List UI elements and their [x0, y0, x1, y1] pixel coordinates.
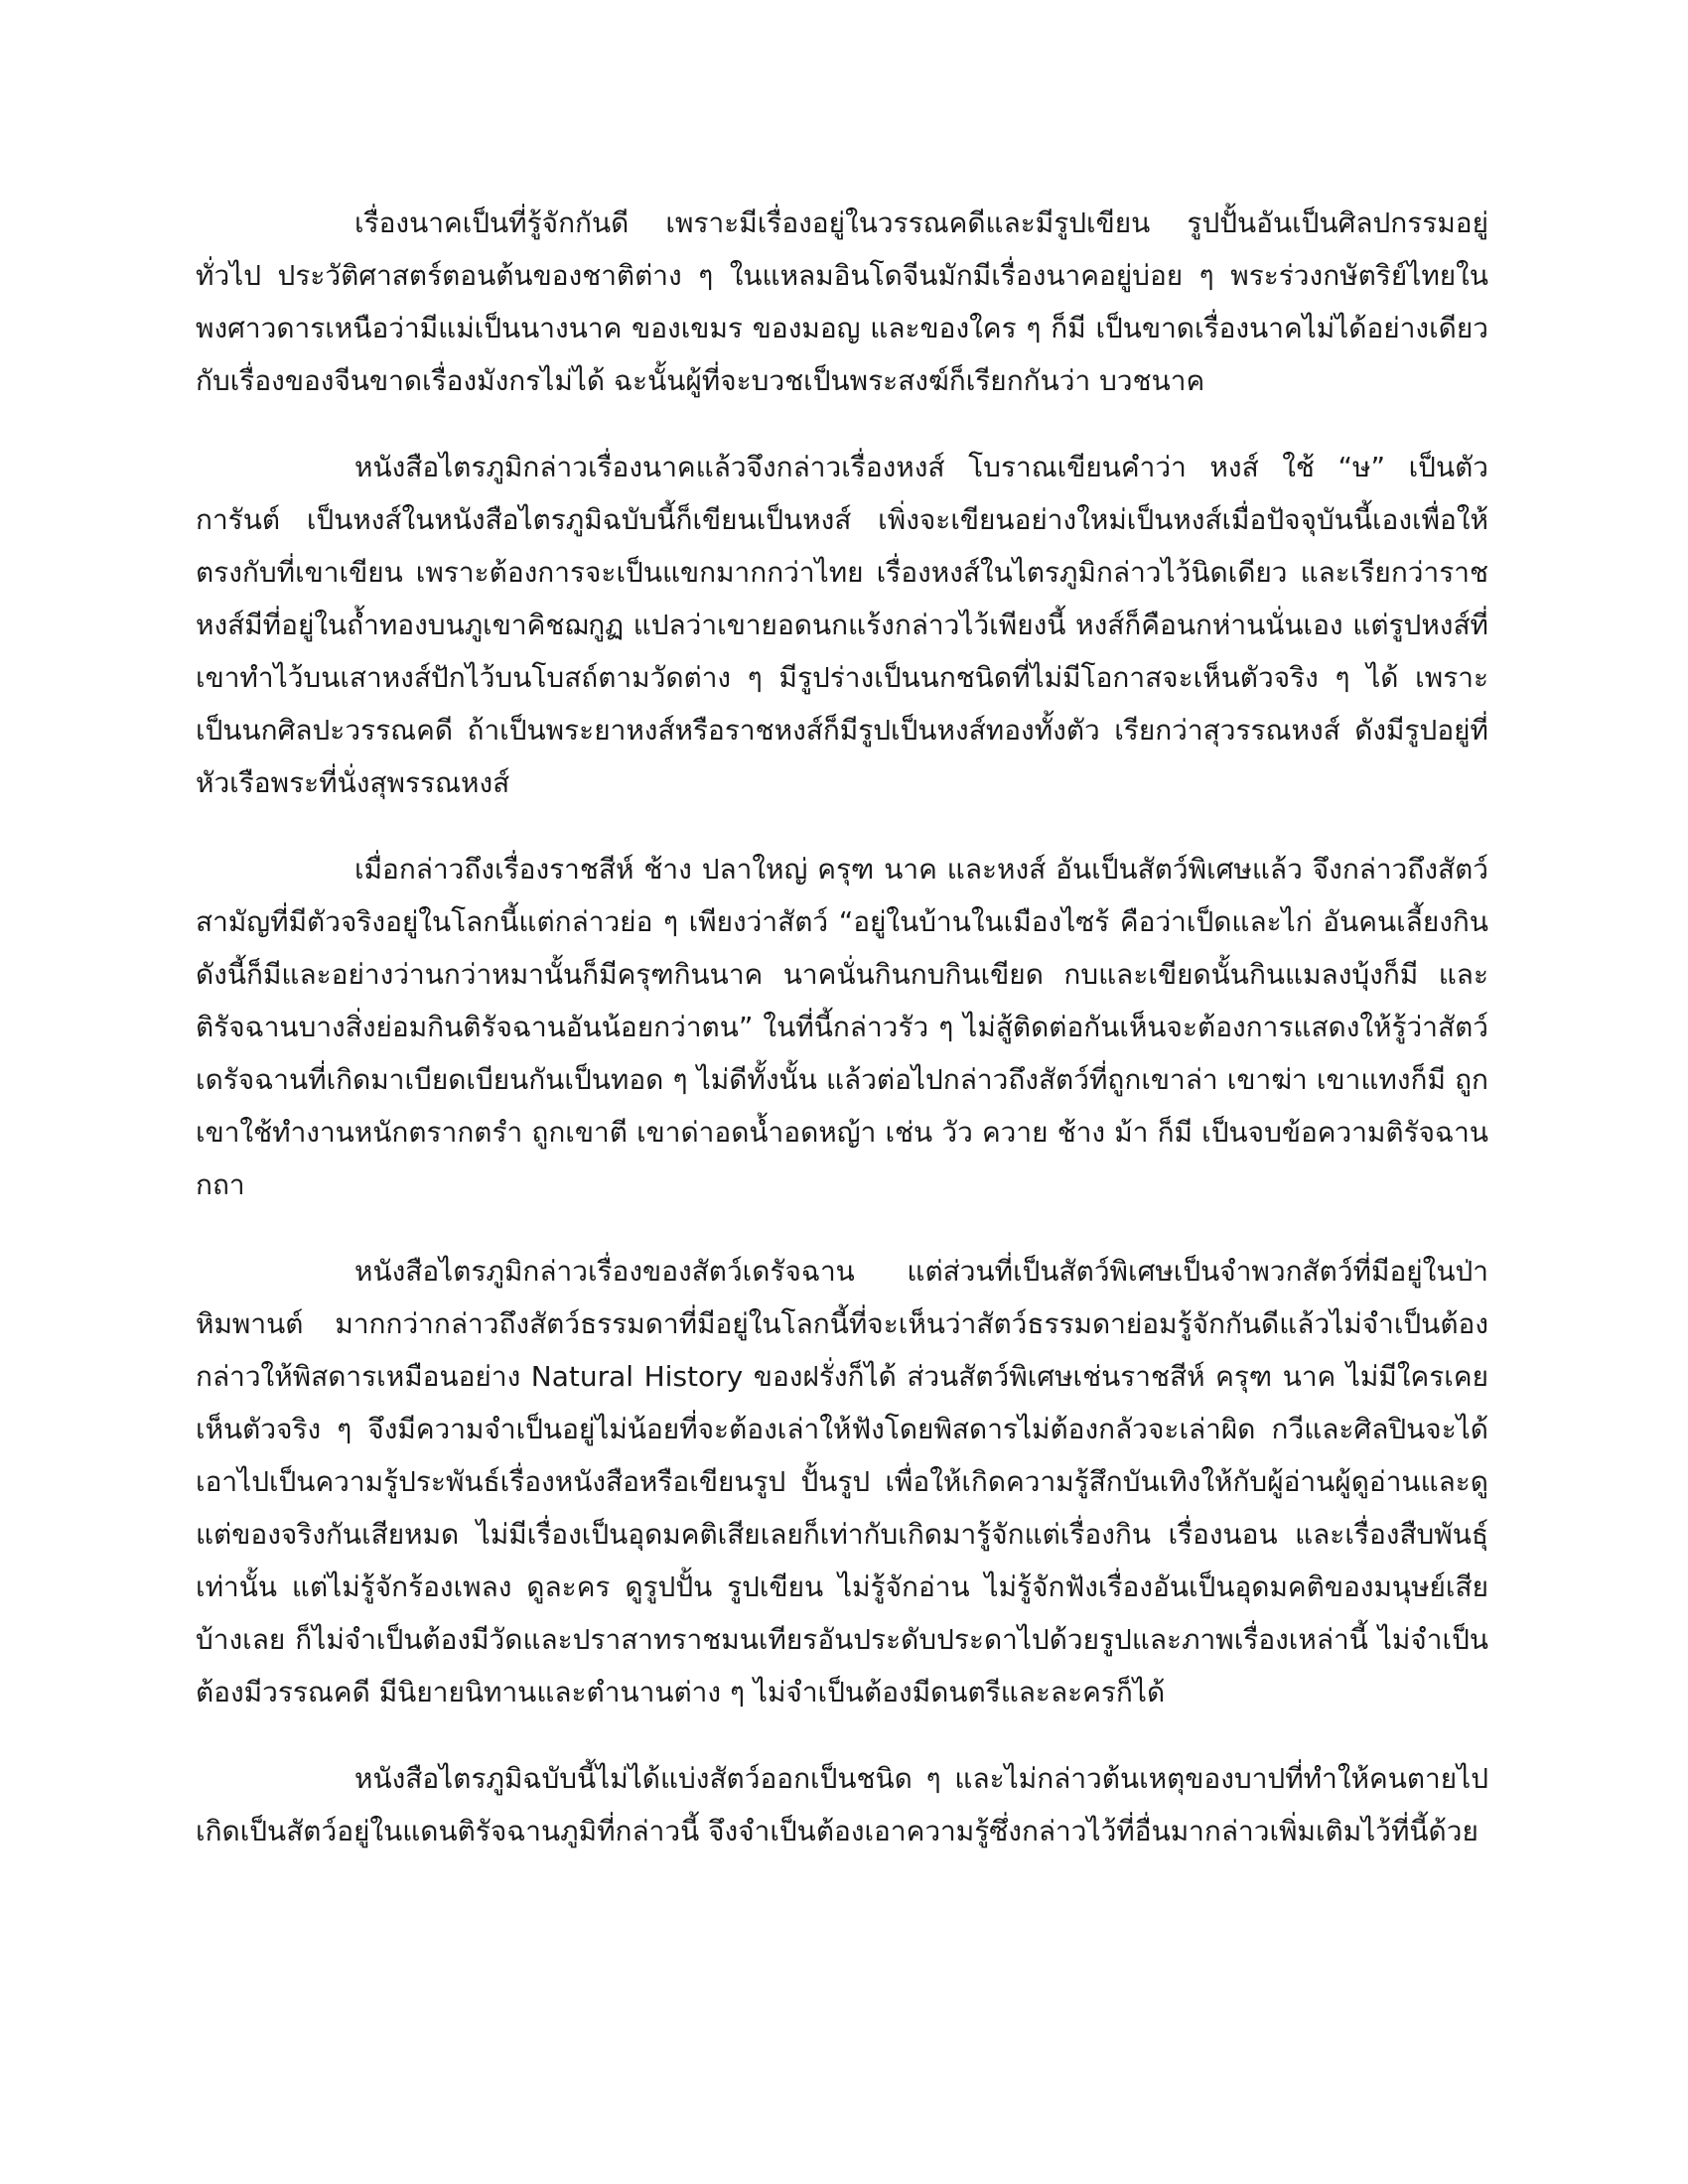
paragraph-naga: เรื่องนาคเป็นที่รู้จักกันดี เพราะมีเรื่องอยู่ในวรรณคดีและมีรูปเขียน รูปปั้นอันเป็นศิลปกรรมอยู่ทั่วไป ประวัติศาสตร์ตอนต้นของชาติต่าง ๆ ในแหลมอินโดจีนมักมีเรื่องนาคอยู่บ่อย ๆ พระร่วงกษัตริย์ไทยในพงศาวดารเหนือว่ามีแม่เป็นนางนาค ของเขมร ของมอญ และของใคร ๆ ก็มี เป็นขาดเรื่องนาคไม่ได้อย่างเดียวกับเรื่องของจีนขาดเรื่องมังกรไม่ได้ ฉะนั้นผู้ที่จะบวชเป็นพระสงฆ์ก็เรียกกันว่า บวชนาค	[196, 206, 1488, 397]
document-body	[196, 197, 1488, 1891]
paragraph-common-animals: เมื่อกล่าวถึงเรื่องราชสีห์ ช้าง ปลาใหญ่ ครุฑ นาค และหงส์ อันเป็นสัตว์พิเศษแล้ว จึงกล่าวถึงสัตว์สามัญที่มีตัวจริงอยู่ในโลกนี้แต่กล่าวย่อ ๆ เพียงว่าสัตว์ “อยู่ในบ้านในเมืองไซร้ คือว่าเป็ดและไก่ อันคนเลี้ยงกินดังนี้ก็มีและอย่างว่านกว่าหมานั้นก็มีครุฑกินนาค นาคนั่นกินกบกินเขียด กบและเขียดนั้นกินแมลงบุ้งก็มี และติรัจฉานบางสิ่งย่อมกินติรัจฉานอันน้อยกว่าตน” ในที่นี้กล่าวรัว ๆ ไม่สู้ติดต่อกันเห็นจะต้องการแสดงให้รู้ว่าสัตว์เดรัจฉานที่เกิดมาเบียดเบียนกันเป็นทอด ๆ ไม่ดีทั้งนั้น แล้วต่อไปกล่าวถึงสัตว์ที่ถูกเขาล่า เขาฆ่า เขาแทงก็มี ถูกเขาใช้ทำงานหนักตรากตรำ ถูกเขาตี เขาด่าอดน้ำอดหญ้า เช่น วัว ควาย ช้าง ม้า ก็มี เป็นจบข้อความติรัจฉานกถา	[196, 853, 1488, 1201]
paragraph-hamsa: หนังสือไตรภูมิกล่าวเรื่องนาคแล้วจึงกล่าวเรื่องหงส์ โบราณเขียนคำว่า หงส์ ใช้ “ษ” เป็นตัวการันต์ เป็นหงส์ในหนังสือไตรภูมิฉบับนี้ก็เขียนเป็นหงส์ เพิ่งจะเขียนอย่างใหม่เป็นหงส์เมื่อปัจจุบันนี้เองเพื่อให้ตรงกับที่เขาเขียน เพราะต้องการจะเป็นแขกมากกว่าไทย เรื่องหงส์ในไตรภูมิกล่าวไว้นิดเดียว และเรียกว่าราชหงส์มีที่อยู่ในถ้ำทองบนภูเขาคิชฌกูฏ แปลว่าเขายอดนกแร้งกล่าวไว้เพียงนี้ หงส์ก็คือนกห่านนั่นเอง แต่รูปหงส์ที่เขาทำไว้บนเสาหงส์ปักไว้บนโบสถ์ตามวัดต่าง ๆ มีรูปร่างเป็นนกชนิดที่ไม่มีโอกาสจะเห็นตัวจริง ๆ ได้ เพราะเป็นนกศิลปะวรรณคดี ถ้าเป็นพระยาหงส์หรือราชหงส์ก็มีรูปเป็นหงส์ทองทั้งตัว เรียกว่าสุวรรณหงส์ ดังมีรูปอยู่ที่หัวเรือพระที่นั่งสุพรรณหงส์	[196, 451, 1488, 799]
paragraph-classification: หนังสือไตรภูมิฉบับนี้ไม่ได้แบ่งสัตว์ออกเป็นชนิด ๆ และไม่กล่าวต้นเหตุของบาปที่ทำให้คนตายไปเกิดเป็นสัตว์อยู่ในแดนติรัจฉานภูมิที่กล่าวนี้ จึงจำเป็นต้องเอาความรู้ซึ่งกล่าวไว้ที่อื่นมากล่าวเพิ่มเติมไว้ที่นี้ด้วย	[196, 1762, 1488, 1847]
paragraph-special-animals: หนังสือไตรภูมิกล่าวเรื่องของสัตว์เดรัจฉาน แต่ส่วนที่เป็นสัตว์พิเศษเป็นจำพวกสัตว์ที่มีอยู่ในป่าหิมพานต์ มากกว่ากล่าวถึงสัตว์ธรรมดาที่มีอยู่ในโลกนี้ที่จะเห็นว่าสัตว์ธรรมดาย่อมรู้จักกันดีแล้วไม่จำเป็นต้องกล่าวให้พิสดารเหมือนอย่าง Natural History ของฝรั่งก็ได้ ส่วนสัตว์พิเศษเช่นราชสีห์ ครุฑ นาค ไม่มีใครเคยเห็นตัวจริง ๆ จึงมีความจำเป็นอยู่ไม่น้อยที่จะต้องเล่าให้ฟังโดยพิสดารไม่ต้องกลัวจะเล่าผิด กวีและศิลปินจะได้เอาไปเป็นความรู้ประพันธ์เรื่องหนังสือหรือเขียนรูป ปั้นรูป เพื่อให้เกิดความรู้สึกบันเทิงให้กับผู้อ่านผู้ดูอ่านและดูแต่ของจริงกันเสียหมด ไม่มีเรื่องเป็นอุดมคติเสียเลยก็เท่ากับเกิดมารู้จักแต่เรื่องกิน เรื่องนอน และเรื่องสืบพันธุ์เท่านั้น แต่ไม่รู้จักร้องเพลง ดูละคร ดูรูปปั้น รูปเขียน ไม่รู้จักอ่าน ไม่รู้จักฟังเรื่องอันเป็นอุดมคติของมนุษย์เสียบ้างเลย ก็ไม่จำเป็นต้องมีวัดและปราสาทราชมนเทียรอันประดับประดาไปด้วยรูปและภาพเรื่องเหล่านี้ ไม่จำเป็นต้องมีวรรณคดี มีนิยายนิทานและตำนานต่าง ๆ ไม่จำเป็นต้องมีดนตรีและละครก็ได้	[196, 1255, 1488, 1708]
